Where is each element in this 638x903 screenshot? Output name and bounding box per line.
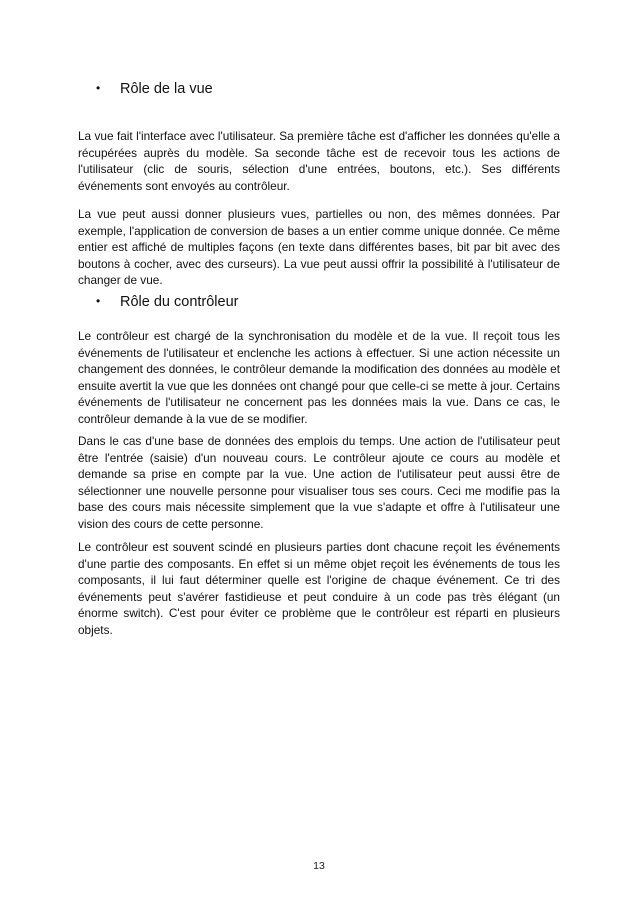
paragraph: Dans le cas d'une base de données des emplois du temps. Une action de l'utilisateur peut être l'entrée (saisie) d'un nouveau cours. Le contrôleur ajoute ce cours au modèle et demande sa prise en compte par la vue. Une action de l'utilisateur peut aussi être de sélectionner une nouvelle personne pour visualiser tous ses cours. Ceci me modifie pas la base des cours mais nécessite simplement que la vue s'adapte et offre à l'utilisateur une vision des cours de cette personne. — [78, 434, 560, 531]
paragraph: La vue peut aussi donner plusieurs vues, partielles ou non, des mêmes données. Par exemple, l'application de conversion de bases a un entier comme unique donnée. Ce même entier est affiché de multiples façons (en texte dans différentes bases, bit par bit avec des boutons à cocher, avec des curseurs). La vue peut aussi offrir la possibilité à l'utilisateur de changer de vue. — [78, 207, 560, 287]
section-heading-role-vue — [96, 79, 213, 98]
paragraph: Le contrôleur est souvent scindé en plusieurs parties dont chacune reçoit les événements d'une partie des composants. En effet si un même objet reçoit les événements de tous les composants, il lui faut déterminer quelle est l'origine de chaque événement. Ce tri des événements peut s'avérer fastidieuse et peut conduire à un code pas très élégant (un énorme switch). C'est pour éviter ce problème que le contrôleur est réparti en plusieurs objets. — [78, 540, 560, 637]
heading-text: Rôle du contrôleur — [120, 294, 239, 310]
bullet-icon: • — [96, 81, 101, 95]
bullet-icon: • — [96, 294, 101, 308]
page-number: 13 — [313, 860, 325, 872]
section-heading-role-controleur — [96, 292, 239, 311]
heading-text: Rôle de la vue — [120, 81, 213, 97]
paragraph: La vue fait l'interface avec l'utilisateur. Sa première tâche est d'afficher les données qu'elle a récupérées auprès du modèle. Sa seconde tâche est de recevoir tous les actions de l'utilisateur (clic de souris, sélection d'une entrées, boutons, etc.). Ses différents événements sont envoyés au contrôleur. — [78, 129, 560, 193]
paragraph: Le contrôleur est chargé de la synchronisation du modèle et de la vue. Il reçoit tous les événements de l'utilisateur et enclenche les actions à effectuer. Si une action nécessite un changement des données, le contrôleur demande la modification des données au modèle et ensuite avertit la vue que les données ont changé pour que celle-ci se mette à jour. Certains événements de l'utilisateur ne concernent pas les données mais la vue. Dans ce cas, le contrôleur demande à la vue de se modifier. — [78, 329, 560, 426]
